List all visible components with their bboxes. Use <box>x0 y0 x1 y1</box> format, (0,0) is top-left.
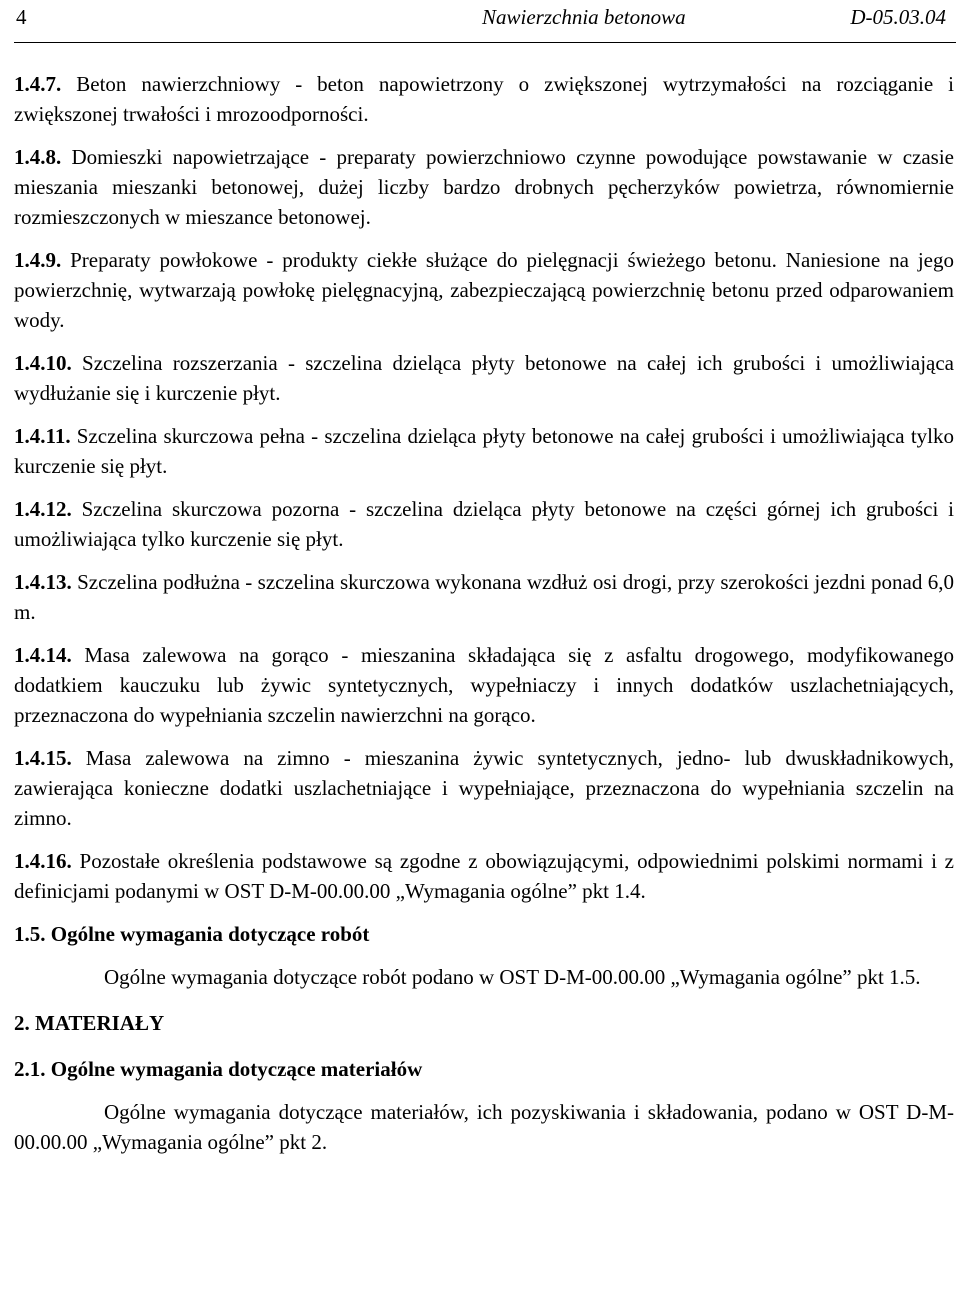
definition-text: Pozostałe określenia podstawowe są zgodne z obowiązującymi, odpowiednimi polskimi normami i z definicjami podanymi w OST D-M-00.00.00 „Wymagania ogólne” pkt 1.4. <box>14 849 954 903</box>
definition-1-4-13 <box>14 567 954 627</box>
definition-number: 1.4.10. <box>14 351 72 375</box>
definition-number: 1.4.11. <box>14 424 71 448</box>
definition-text: Masa zalewowa na zimno - mieszanina żywic syntetycznych, jedno- lub dwuskładnikowych, zawierająca konieczne dodatki uszlachetniające i wypełniające, przeznaczona do wypełniania szczelin na zimno. <box>14 746 954 830</box>
definition-number: 1.4.9. <box>14 248 62 272</box>
definition-1-4-15 <box>14 743 954 833</box>
definition-text: Szczelina rozszerzania - szczelina dzieląca płyty betonowe na całej ich grubości i umożliwiająca wydłużanie się i kurczenie płyt. <box>14 351 954 405</box>
definition-text: Domieszki napowietrzające - preparaty powierzchniowo czynne powodujące powstawanie w czasie mieszania mieszanki betonowej, dużej liczby bardzo drobnych pęcherzyków powietrza, równomiernie rozmieszczonych w mieszance betonowej. <box>14 145 954 229</box>
section-text-1-5: Ogólne wymagania dotyczące robót podano w OST D-M-00.00.00 „Wymagania ogólne” pkt 1.5. <box>104 965 921 989</box>
definition-text: Szczelina podłużna - szczelina skurczowa wykonana wzdłuż osi drogi, przy szerokości jezdni ponad 6,0 m. <box>14 570 954 624</box>
definition-text: Preparaty powłokowe - produkty ciekłe służące do pielęgnacji świeżego betonu. Naniesione na jego powierzchnię, wytwarzają powłokę pielęgnacyjną, zabezpieczającą powierzchnię betonu przed odparowaniem wody. <box>14 248 954 332</box>
definition-text: Szczelina skurczowa pełna - szczelina dzieląca płyty betonowe na całej grubości i umożliwiająca tylko kurczenie się płyt. <box>14 424 954 478</box>
definition-number: 1.4.14. <box>14 643 72 667</box>
definition-1-4-8 <box>14 142 954 232</box>
page-header <box>14 0 956 43</box>
definition-1-4-11 <box>14 421 954 481</box>
definition-1-4-16 <box>14 846 954 906</box>
definition-1-4-10 <box>14 348 954 408</box>
document-code: D-05.03.04 <box>850 5 946 29</box>
definition-1-4-14 <box>14 640 954 730</box>
definition-number: 1.4.15. <box>14 746 72 770</box>
definition-1-4-7 <box>14 69 954 129</box>
section-heading-1-5: 1.5. Ogólne wymagania dotyczące robót <box>14 922 370 946</box>
definition-text: Masa zalewowa na gorąco - mieszanina składająca się z asfaltu drogowego, modyfikowanego dodatkiem kauczuku lub żywic syntetycznych, wypełniaczy i innych dodatków uszlachetniających, przeznaczona do wypełniania szczelin nawierzchni na gorąco. <box>14 643 954 727</box>
page-number: 4 <box>16 5 27 29</box>
section-text-2-1: Ogólne wymagania dotyczące materiałów, ich pozyskiwania i składowania, podano w OST D-M-00.00.00 „Wymagania ogólne” pkt 2. <box>14 1100 954 1154</box>
page-content <box>14 69 954 1170</box>
definition-number: 1.4.12. <box>14 497 72 521</box>
section-heading-2-1: 2.1. Ogólne wymagania dotyczące materiałów <box>14 1057 423 1081</box>
definition-text: Beton nawierzchniowy - beton napowietrzony o zwiększonej wytrzymałości na rozciąganie i zwiększonej trwałości i mrozoodporności. <box>14 72 954 126</box>
definition-1-4-9 <box>14 245 954 335</box>
definition-number: 1.4.8. <box>14 145 62 169</box>
definition-number: 1.4.13. <box>14 570 72 594</box>
definition-number: 1.4.7. <box>14 72 62 96</box>
definition-text: Szczelina skurczowa pozorna - szczelina dzieląca płyty betonowe na części górnej ich grubości i umożliwiająca tylko kurczenie się płyt. <box>14 497 954 551</box>
section-heading-2: 2. MATERIAŁY <box>14 1011 165 1035</box>
definition-number: 1.4.16. <box>14 849 72 873</box>
definition-1-4-12 <box>14 494 954 554</box>
document-title: Nawierzchnia betonowa <box>482 5 686 29</box>
